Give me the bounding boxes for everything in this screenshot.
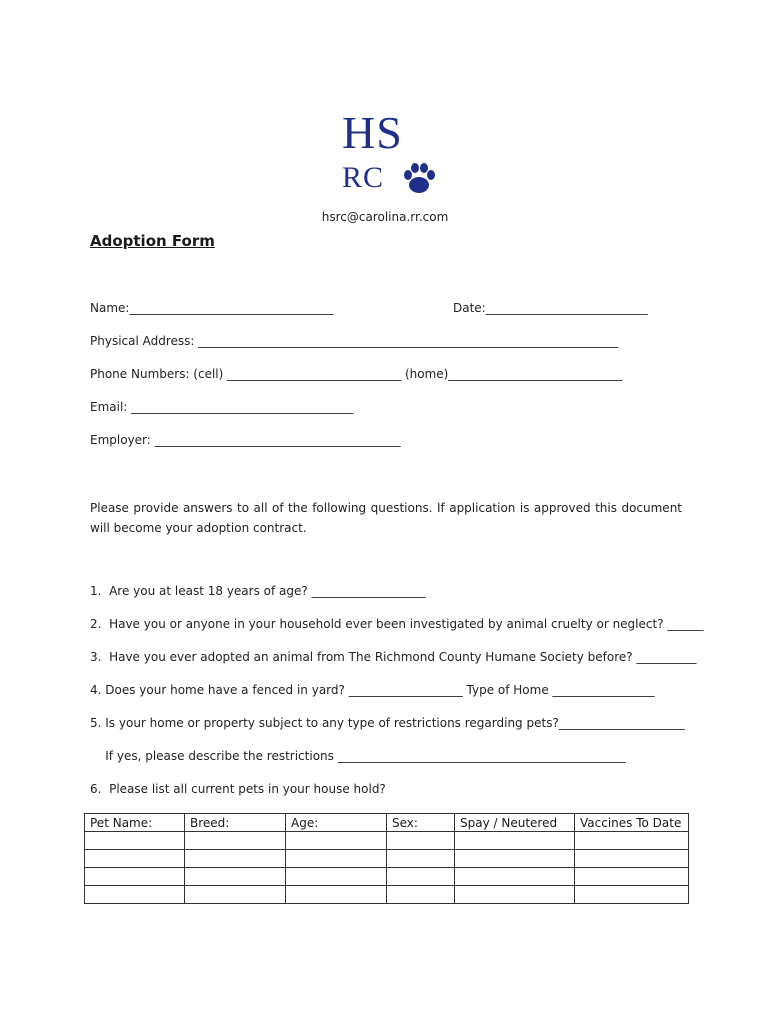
table-cell[interactable] xyxy=(575,868,689,886)
question-2[interactable]: 2. Have you or anyone in your household ever been investigated by animal cruelty or neglect? ______ xyxy=(90,617,704,631)
logo-hs-text: HS xyxy=(342,107,403,158)
table-cell[interactable] xyxy=(387,832,455,850)
col-breed: Breed: xyxy=(185,814,286,832)
instructions-text: Please provide answers to all of the following questions. If application is approved this document will become your adoption contract. xyxy=(90,501,682,535)
table-cell[interactable] xyxy=(185,850,286,868)
pets-table xyxy=(84,813,689,904)
question-5-followup[interactable]: If yes, please describe the restrictions ________________________________________________ xyxy=(90,749,626,763)
table-row xyxy=(85,886,689,904)
table-cell[interactable] xyxy=(286,886,387,904)
table-cell[interactable] xyxy=(286,832,387,850)
phone-field[interactable]: Phone Numbers: (cell) _____________________________ (home)_____________________________ xyxy=(90,367,623,381)
col-sex: Sex: xyxy=(387,814,455,832)
page-title: Adoption Form xyxy=(90,232,215,250)
table-cell[interactable] xyxy=(387,850,455,868)
question-4[interactable]: 4. Does your home have a fenced in yard? ___________________ Type of Home _________________ xyxy=(90,683,655,697)
email-field[interactable]: Email: _____________________________________ xyxy=(90,400,354,414)
address-field[interactable]: Physical Address: ______________________________________________________________________ xyxy=(90,334,619,348)
question-5[interactable]: 5. Is your home or property subject to any type of restrictions regarding pets?_____________________ xyxy=(90,716,685,730)
table-cell[interactable] xyxy=(85,850,185,868)
table-header-row xyxy=(85,814,689,832)
employer-field[interactable]: Employer: _________________________________________ xyxy=(90,433,401,447)
question-6: 6. Please list all current pets in your house hold? xyxy=(90,782,386,796)
date-field[interactable]: Date:___________________________ xyxy=(453,301,648,315)
table-row xyxy=(85,832,689,850)
logo-rc-text: RC xyxy=(342,161,385,194)
table-cell[interactable] xyxy=(185,886,286,904)
col-age: Age: xyxy=(286,814,387,832)
table-cell[interactable] xyxy=(85,832,185,850)
table-cell[interactable] xyxy=(575,832,689,850)
col-vaccines: Vaccines To Date xyxy=(575,814,689,832)
table-cell[interactable] xyxy=(455,886,575,904)
name-field[interactable]: Name:__________________________________ xyxy=(90,301,334,315)
table-cell[interactable] xyxy=(387,868,455,886)
table-row xyxy=(85,850,689,868)
hsrc-logo xyxy=(330,107,450,200)
table-cell[interactable] xyxy=(185,832,286,850)
col-pet-name: Pet Name: xyxy=(85,814,185,832)
table-cell[interactable] xyxy=(455,832,575,850)
table-cell[interactable] xyxy=(85,886,185,904)
table-cell[interactable] xyxy=(575,850,689,868)
table-cell[interactable] xyxy=(455,868,575,886)
question-1[interactable]: 1. Are you at least 18 years of age? ___________________ xyxy=(90,584,426,598)
table-cell[interactable] xyxy=(575,886,689,904)
table-cell[interactable] xyxy=(387,886,455,904)
question-3[interactable]: 3. Have you ever adopted an animal from The Richmond County Humane Society before? __________ xyxy=(90,650,697,664)
table-row xyxy=(85,868,689,886)
table-cell[interactable] xyxy=(185,868,286,886)
table-cell[interactable] xyxy=(286,850,387,868)
header-email: hsrc@carolina.rr.com xyxy=(321,210,449,224)
paw-icon xyxy=(400,162,438,196)
col-spay-neutered: Spay / Neutered xyxy=(455,814,575,832)
table-cell[interactable] xyxy=(455,850,575,868)
table-cell[interactable] xyxy=(286,868,387,886)
table-cell[interactable] xyxy=(85,868,185,886)
